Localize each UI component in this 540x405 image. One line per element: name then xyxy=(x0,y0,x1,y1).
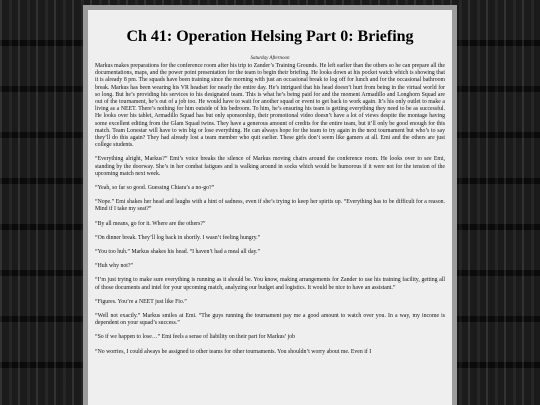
paragraph: “Nope.” Emi shakes her head and laughs with a hint of sadness, even if she’s trying to keep her spirits up. “Everything has to be difficult for a reason. Mind if I take my seat?” xyxy=(95,199,445,213)
paragraph: “So if we happen to lose…” Emi feels a sense of liability on their part for Markus’ job xyxy=(95,334,295,341)
paragraph: “I’m just trying to make sure everything is running as it should be. You know, making arrangements for Zander to use his training facility, getting all of those documents and intel for your upcoming match, analyzing our budget and logistics. It would be nice to have an assistant.” xyxy=(95,277,445,291)
chapter-page xyxy=(88,10,452,405)
paragraph: “Well not exactly.” Markus smiles at Emi. “The guys running the tournament pay me a good amount to watch over you. In a way, my income is dependent on your squad’s success.” xyxy=(95,313,445,327)
time-label: Saturday Afternoon xyxy=(250,56,290,61)
paragraph: “Everything alright, Markus?” Emi’s voice breaks the silence of Markus moving chairs around the conference room. He looks over to see Emi, standing by the doorway. She’s in her combat fatigues and is walking around in socks which would be humorous if it were not for the tension of the upcoming match next week. xyxy=(95,156,445,177)
paragraph: “On dinner break. They’ll log back in shortly. I wasn’t feeling hungry.” xyxy=(95,234,261,241)
paragraph: “No worries, I could always be assigned to other teams for other tournaments. You shouldn’t worry about me. Even if I xyxy=(95,348,372,355)
paragraph: “Yeah, so far so good. Guessing Chiara’s a no-go?” xyxy=(95,185,215,192)
chapter-title: Ch 41: Operation Helsing Part 0: Briefing xyxy=(126,28,414,45)
chapter-body xyxy=(95,63,445,356)
paragraph: “By all means, go for it. Where are the others?” xyxy=(95,220,206,227)
paragraph: Markus makes preparations for the conference room after his trip to Zander’s Training Grounds. He left earlier than the others so he can prepare all the documentations, maps, and the power point presentation for the team to begin their briefing. He looks down at his pocket watch which is showing that it is already 8 pm. The squads have been training since the morning with just an occasional break to log off for lunch and for the occasional bathroom break. Markus has been wearing his VR headset for nearly the entire day. He’s intrigued that his head doesn’t hurt from being in the virtual world for so long. But he’s providing his services to his designated team. This is what he’s being paid for and the moment Armadillo and Longhorn Squad are out of the tournament, he’s out of a job too. He would have to wait for another squad or event to get back to work again. It’s his only outlet to make a living as a NEET. There’s nothing for him outside of his bedroom. To him, he’s ensuring his team is getting everything they need to be as successful. He looks over his tablet, Armadillo Squad has but only sponsorship, their promotional video doesn’t have a lot of views despite the montage having some excellent editing from the Glam Squad twins. They have a generous amount of credits for the entire team, but it’ll only be good enough for this match. Team Lonestar will have to win big or lose everything. He can always hope for the team to try again in the next tournament but who’s to say they’ll do this again? They had already lost a team member who quit earlier. These girls don’t seem like gamers at all. Emi and the others are just college students. xyxy=(95,63,445,149)
paragraph: “Huh why not?” xyxy=(95,263,133,270)
paragraph: “You too huh.” Markus shakes his head. “I haven’t had a meal all day.” xyxy=(95,249,261,256)
paragraph: “Figures. You’re a NEET just like Fio.” xyxy=(95,298,187,305)
